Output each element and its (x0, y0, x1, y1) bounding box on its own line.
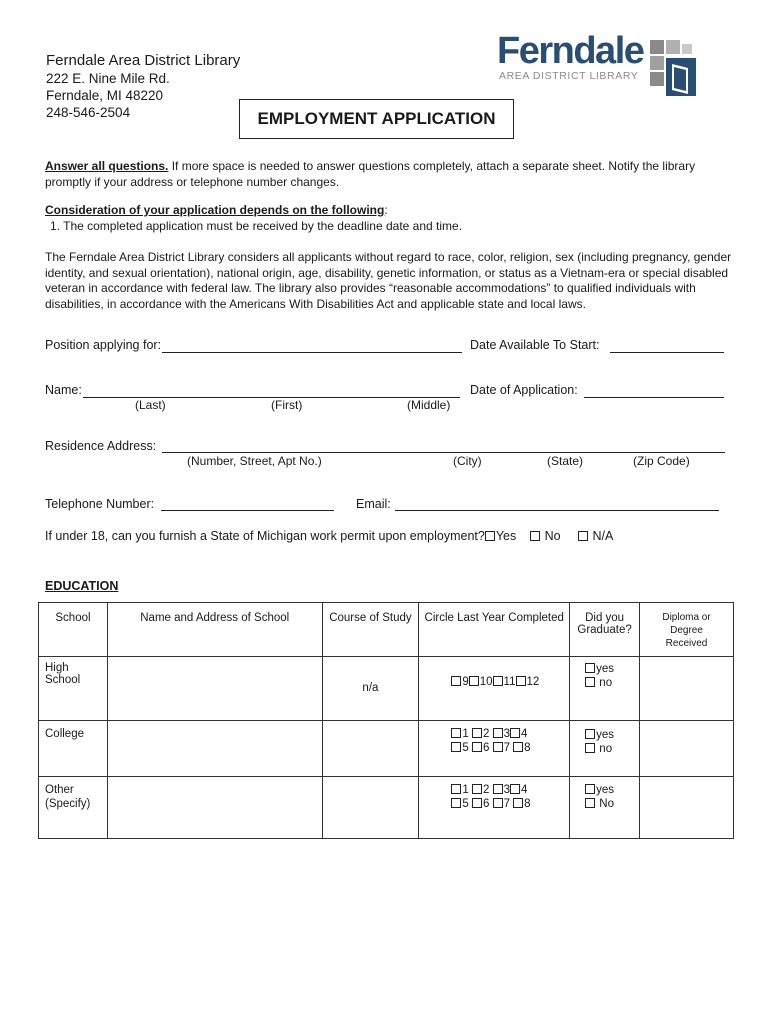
year-checkbox[interactable] (451, 784, 461, 794)
other-graduated (570, 777, 640, 839)
college-diploma-cell[interactable] (640, 721, 734, 777)
graduated-no-label: no (599, 677, 613, 689)
year-label: 7 (503, 742, 510, 754)
year-checkbox[interactable] (513, 742, 523, 752)
year-label: 8 (524, 798, 531, 810)
library-phone: 248-546-2504 (46, 105, 131, 120)
eeo-statement: The Ferndale Area District Library considers all applicants without regard to race, color, religion, sex (including pregnancy, gender identity, and sexual orientation), national origin, age, disability, genetic information, or status as a Vietnam-era or special disabled veteran in accordance with federal law. The library also provides “reasonable accommodations” to qualified individuals with disabilities, in accordance with the Americans With Disabilities Act and applicable state and local laws. (45, 250, 732, 311)
header-last-year: Circle Last Year Completed (419, 603, 570, 657)
answer-all-label: Answer all questions. (45, 159, 169, 173)
telephone-input[interactable] (161, 510, 334, 511)
graduated-no-checkbox[interactable] (585, 798, 595, 808)
college-name-cell[interactable] (107, 721, 322, 777)
library-name: Ferndale Area District Library (46, 52, 241, 69)
header-school: School (39, 603, 108, 657)
other-name-cell[interactable] (107, 777, 322, 839)
college-course-cell[interactable] (322, 721, 419, 777)
work-permit-text: If under 18, can you furnish a State of Michigan work permit upon employment? (45, 529, 485, 543)
residence-city-caption: (City) (453, 454, 482, 468)
residence-label: Residence Address: (45, 439, 157, 453)
year-checkbox[interactable] (493, 798, 503, 808)
high-school-name-cell[interactable] (107, 657, 322, 721)
date-application-input[interactable] (584, 397, 724, 398)
year-label: 4 (520, 728, 528, 740)
residence-state-caption: (State) (547, 454, 584, 468)
library-address (46, 52, 240, 121)
header-course: Course of Study (322, 603, 419, 657)
instructions-paragraph (45, 159, 735, 190)
permit-yes-label: Yes (495, 529, 517, 543)
education-row-college (39, 721, 734, 777)
year-checkbox[interactable] (451, 798, 461, 808)
year-label: 11 (503, 676, 516, 688)
education-row-high-school (39, 657, 734, 721)
year-label: 7 (503, 798, 510, 810)
header-name-address: Name and Address of School (107, 603, 322, 657)
consideration-item-1: 1. The completed application must be received by the deadline date and time. (50, 219, 463, 233)
year-label: 5 (462, 742, 469, 754)
telephone-label: Telephone Number: (45, 497, 155, 511)
other-years (419, 777, 570, 839)
education-header-row (39, 603, 734, 657)
library-street: 222 E. Nine Mile Rd. (46, 71, 170, 86)
year-label: 1 (462, 784, 469, 796)
year-checkbox[interactable] (493, 728, 503, 738)
residence-street-caption: (Number, Street, Apt No.) (187, 454, 322, 468)
date-available-label: Date Available To Start: (470, 338, 600, 352)
permit-na-label: N/A (592, 529, 614, 543)
year-label: 8 (524, 742, 531, 754)
logo-mark-icon (650, 38, 698, 96)
year-checkbox[interactable] (451, 676, 461, 686)
name-last-caption: (Last) (135, 398, 166, 412)
graduated-yes-checkbox[interactable] (585, 729, 595, 739)
year-checkbox[interactable] (472, 798, 482, 808)
graduated-yes-label: yes (596, 784, 614, 796)
year-label: 12 (526, 676, 540, 688)
year-checkbox[interactable] (493, 676, 503, 686)
graduated-yes-label: yes (596, 729, 614, 741)
high-school-diploma-cell[interactable] (640, 657, 734, 721)
residence-input[interactable] (162, 452, 725, 453)
graduated-no-label: No (599, 798, 614, 810)
residence-zip-caption: (Zip Code) (633, 454, 690, 468)
logo-subtitle: AREA DISTRICT LIBRARY (499, 70, 639, 82)
permit-yes-checkbox[interactable] (485, 531, 495, 541)
library-logo (497, 30, 702, 98)
row-label-other: Other (Specify) (39, 777, 108, 839)
year-checkbox[interactable] (451, 742, 461, 752)
graduated-no-checkbox[interactable] (585, 677, 595, 687)
year-checkbox[interactable] (472, 728, 482, 738)
graduated-yes-checkbox[interactable] (585, 784, 595, 794)
year-label: 6 (482, 742, 490, 754)
consideration-label: Consideration of your application depends on the following (45, 203, 385, 217)
year-checkbox[interactable] (493, 742, 503, 752)
other-course-cell[interactable] (322, 777, 419, 839)
education-table (38, 602, 734, 839)
year-label: 9 (462, 676, 469, 688)
college-graduated (570, 721, 640, 777)
other-diploma-cell[interactable] (640, 777, 734, 839)
position-label: Position applying for: (45, 338, 162, 352)
year-label: 1 (462, 728, 469, 740)
name-label: Name: (45, 383, 82, 397)
email-label: Email: (356, 497, 391, 511)
year-label: 2 (482, 784, 490, 796)
email-input[interactable] (395, 510, 719, 511)
name-first-caption: (First) (271, 398, 303, 412)
graduated-no-checkbox[interactable] (585, 743, 595, 753)
college-years (419, 721, 570, 777)
education-heading: EDUCATION (45, 579, 119, 593)
logo-wordmark: Ferndale (497, 30, 644, 72)
permit-no-checkbox[interactable] (530, 531, 540, 541)
permit-no-label: No (544, 529, 561, 543)
year-checkbox[interactable] (510, 728, 520, 738)
year-label: 6 (482, 798, 490, 810)
year-label: 3 (503, 728, 510, 740)
header-graduate: Did you Graduate? (570, 603, 640, 657)
education-row-other (39, 777, 734, 839)
permit-na-checkbox[interactable] (578, 531, 588, 541)
year-label: 2 (482, 728, 490, 740)
year-checkbox[interactable] (493, 784, 503, 794)
date-available-input[interactable] (610, 352, 724, 353)
year-label: 5 (462, 798, 469, 810)
year-checkbox[interactable] (469, 676, 479, 686)
name-middle-caption: (Middle) (407, 398, 451, 412)
year-label: 4 (520, 784, 528, 796)
consideration-colon: : (384, 203, 388, 217)
work-permit-question (45, 529, 613, 543)
form-title: EMPLOYMENT APPLICATION (239, 99, 514, 139)
graduated-yes-checkbox[interactable] (585, 663, 595, 673)
high-school-graduated (570, 657, 640, 721)
library-city: Ferndale, MI 48220 (46, 88, 164, 103)
position-input[interactable] (162, 352, 462, 353)
year-checkbox[interactable] (472, 784, 482, 794)
year-checkbox[interactable] (510, 784, 520, 794)
high-school-years (419, 657, 570, 721)
header-diploma: Diploma or Degree Received (640, 603, 734, 657)
answer-all-text: If more space is needed to answer questions completely, attach a separate sheet. Notify the library promptly if your address or telephone number changes. (45, 159, 696, 189)
row-label-college: College (39, 721, 108, 777)
consideration-heading (45, 203, 735, 219)
year-checkbox[interactable] (472, 742, 482, 752)
year-label: 3 (503, 784, 510, 796)
year-checkbox[interactable] (451, 728, 461, 738)
year-checkbox[interactable] (513, 798, 523, 808)
row-label-high-school: High School (39, 657, 108, 721)
graduated-yes-label: yes (596, 663, 614, 675)
high-school-course: n/a (322, 657, 419, 721)
date-application-label: Date of Application: (470, 383, 578, 397)
year-checkbox[interactable] (516, 676, 526, 686)
year-label: 10 (479, 676, 493, 688)
graduated-no-label: no (599, 743, 613, 755)
